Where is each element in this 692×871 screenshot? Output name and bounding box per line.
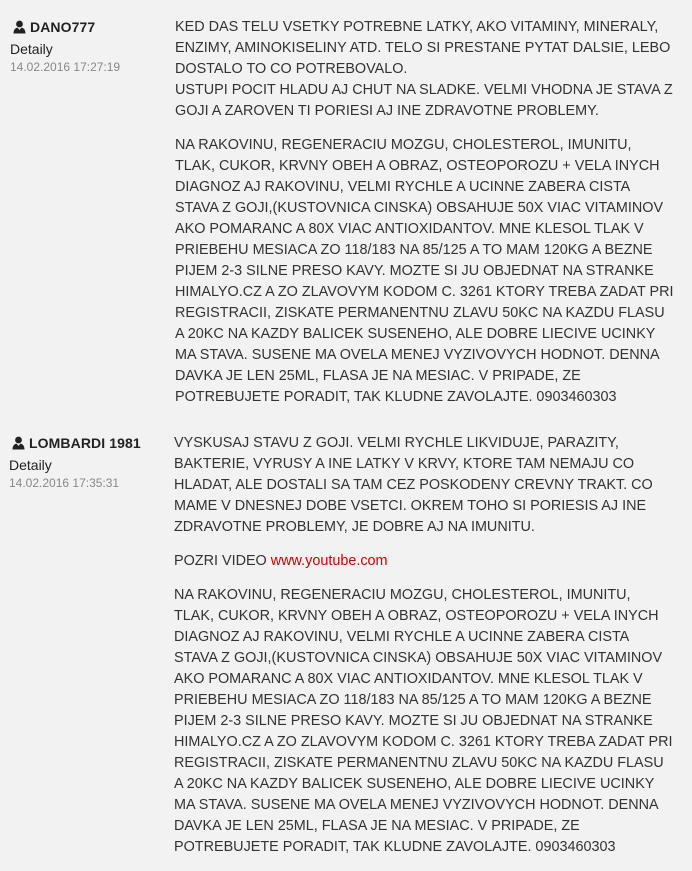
video-line <box>174 551 674 572</box>
video-prefix: POZRI VIDEO <box>174 553 271 569</box>
comment-paragraph: VYSKUSAJ STAVU Z GOJI. VELMI RYCHLE LIKVIDUJE, PARAZITY, BAKTERIE, VYRUSY A INE LATKY V KRVY, KTORE TAM NEMAJU CO HLADAT, ALE DOSTALI SA TAM CEZ POSKODENY CREVNY TRAKT. CO MAME V DNESNEJ DOBE VSETCI. OKREM TOHO SI PORIESIS AJ INE ZDRAVOTNE PROBLEMY, JE DOBRE AJ NA IMUNITU. <box>174 435 653 535</box>
comment-timestamp: 14.02.2016 17:35:31 <box>9 476 120 490</box>
comment <box>0 17 692 421</box>
author-line <box>9 433 174 453</box>
user-icon <box>12 436 25 450</box>
comment-timestamp: 14.02.2016 17:27:19 <box>10 60 121 74</box>
author-line <box>10 17 175 37</box>
details-link[interactable]: Detaily <box>10 41 53 57</box>
comment-body <box>174 433 674 871</box>
comment-body <box>175 17 675 421</box>
user-icon <box>13 20 26 34</box>
comment <box>0 433 692 871</box>
comment-meta <box>0 17 175 421</box>
youtube-link[interactable]: www.youtube.com <box>270 553 388 569</box>
comment-paragraph: NA RAKOVINU, REGENERACIU MOZGU, CHOLESTEROL, IMUNITU, TLAK, CUKOR, KRVNY OBEH A OBRAZ, OSTEOPOROZU + VELA INYCH DIAGNOZ AJ RAKOVINU, VELMI RYCHLE A UCINNE ZABERA CISTA STAVA Z GOJI,(KUSTOVNICA CINSKA) OBSAHUJE 50X VIAC VITAMINOV AKO POMARANC A 80X VIAC ANTIOXIDANTOV. MNE KLESOL TLAK V PRIEBEHU MESIACA ZO 118/183 NA 85/125 A TO MAM 120KG A BEZNE PIJEM 2-3 SILNE PRESO KAVY. MOZTE SI JU OBJEDNAT NA STRANKE HIMALYO.CZ A ZO ZLAVOVYM KODOM C. 3261 KTORY TREBA ZADAT PRI REGISTRACII, ZISKATE PERMANENTNU ZLAVU 50KC NA KAZDU FLASU A 20KC NA KAZDY BALICEK SUSENEHO, ALE DOBRE LIECIVE UCINKY MA STAVA. SUSENE MA OVELA MENEJ VYZIVOVYCH HODNOT. DENNA DAVKA JE LEN 25ML, FLASA JE NA MESIAC. V PRIPADE, ZE POTREBUJETE PORADIT, TAK KLUDNE ZAVOLAJTE. 0903460303 <box>174 587 673 855</box>
comment-meta <box>0 433 174 871</box>
details-link[interactable]: Detaily <box>9 457 52 473</box>
comment-paragraph: KED DAS TELU VSETKY POTREBNE LATKY, AKO VITAMINY, MINERALY, ENZIMY, AMINOKISELINY ATD. TELO SI PRESTANE PYTAT DALSIE, LEBO DOSTALO TO CO POTREBOVALO. USTUPI POCIT HLADU AJ CHUT NA SLADKE. VELMI VHODNA JE STAVA Z GOJI A ZAROVEN TI PORIESI AJ INE ZDRAVOTNE PROBLEMY. <box>175 19 673 119</box>
comment-paragraph: NA RAKOVINU, REGENERACIU MOZGU, CHOLESTEROL, IMUNITU, TLAK, CUKOR, KRVNY OBEH A OBRAZ, OSTEOPOROZU + VELA INYCH DIAGNOZ AJ RAKOVINU, VELMI RYCHLE A UCINNE ZABERA CISTA STAVA Z GOJI,(KUSTOVNICA CINSKA) OBSAHUJE 50X VIAC VITAMINOV AKO POMARANC A 80X VIAC ANTIOXIDANTOV. MNE KLESOL TLAK V PRIEBEHU MESIACA ZO 118/183 NA 85/125 A TO MAM 120KG A BEZNE PIJEM 2-3 SILNE PRESO KAVY. MOZTE SI JU OBJEDNAT NA STRANKE HIMALYO.CZ A ZO ZLAVOVYM KODOM C. 3261 KTORY TREBA ZADAT PRI REGISTRACII, ZISKATE PERMANENTNU ZLAVU 50KC NA KAZDU FLASU A 20KC NA KAZDY BALICEK SUSENEHO, ALE DOBRE LIECIVE UCINKY MA STAVA. SUSENE MA OVELA MENEJ VYZIVOVYCH HODNOT. DENNA DAVKA JE LEN 25ML, FLASA JE NA MESIAC. V PRIPADE, ZE POTREBUJETE PORADIT, TAK KLUDNE ZAVOLAJTE. 0903460303 <box>175 137 674 405</box>
author-name[interactable]: DANO777 <box>30 19 96 35</box>
author-name[interactable]: LOMBARDI 1981 <box>29 435 141 451</box>
